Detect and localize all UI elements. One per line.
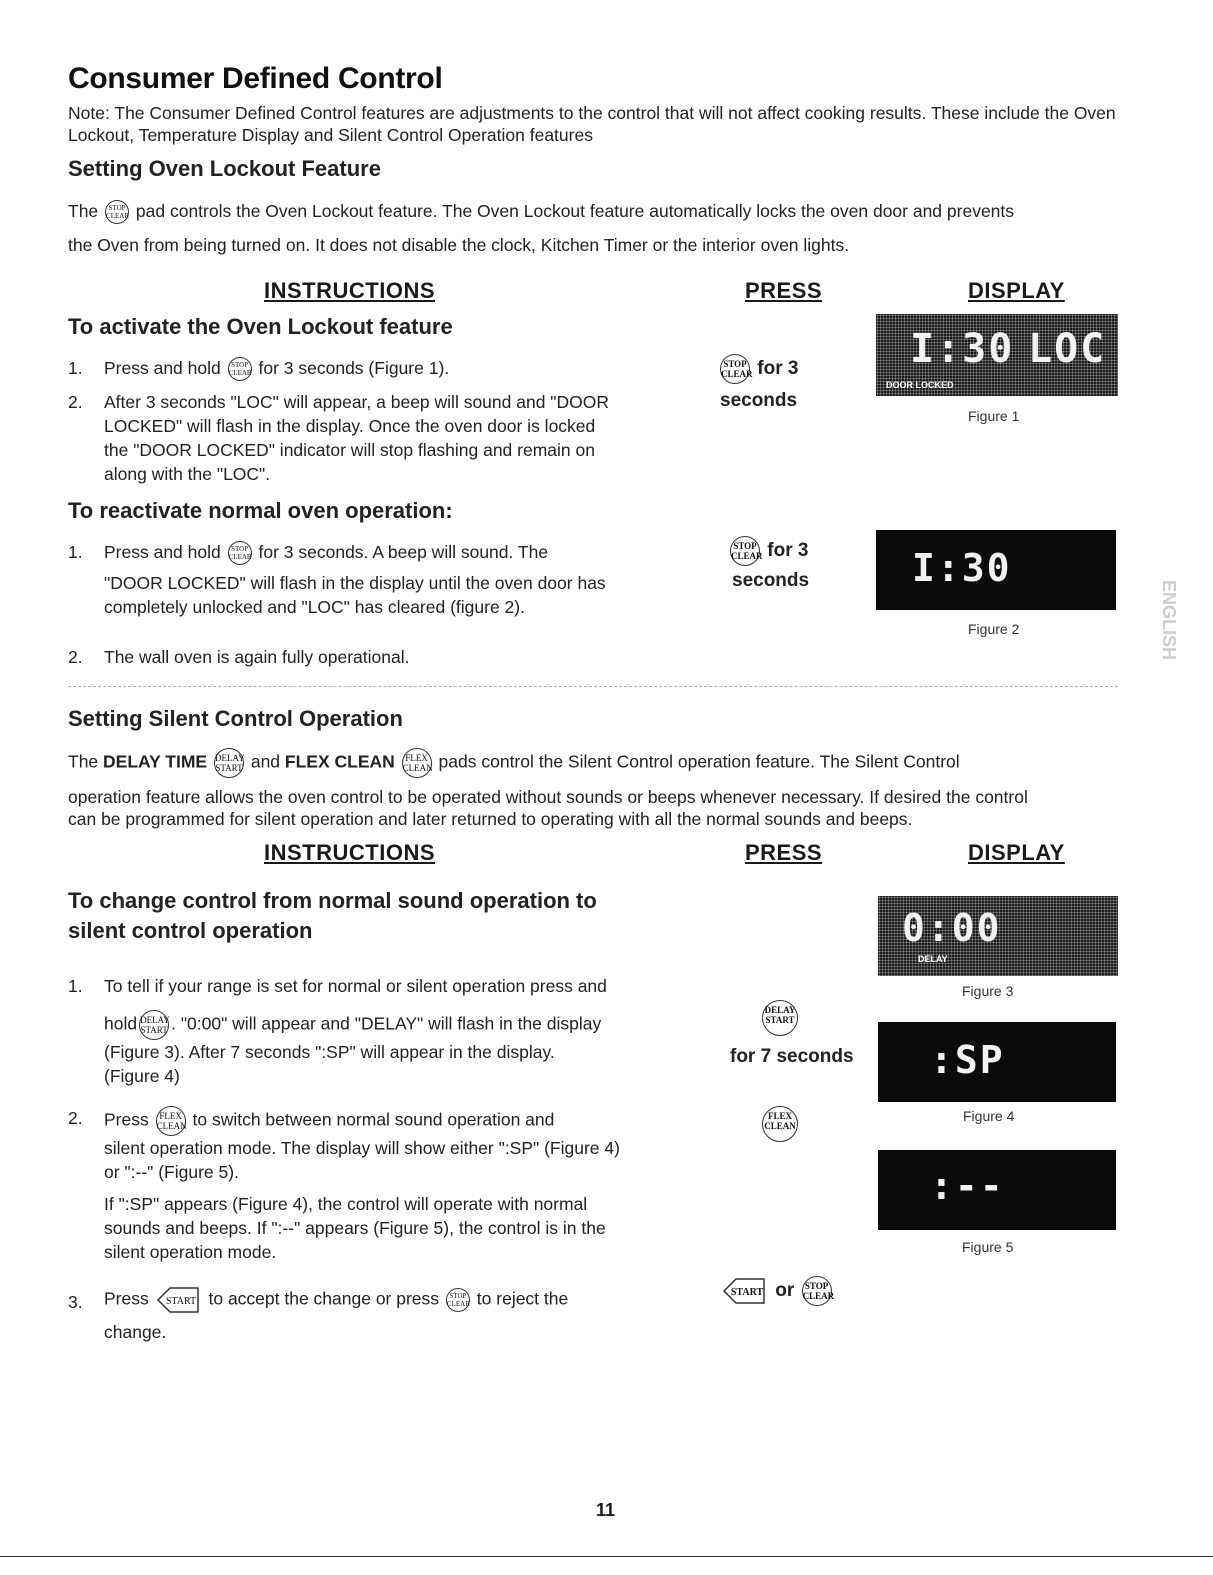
change-step-2: 2. Press FLEX CLEAN to switch between normal sound operation and silent operation mode. The display will show either ":SP" (Figure 4) or ":--" (Figure 5). If ":SP" appears (Figure 4), the control will operate with normal sounds and beeps. If ":--" appears (Figure 5), the control is in the silent operation mode. — [68, 1108, 620, 1262]
section-divider — [68, 686, 1118, 687]
stop-clear-key-icon: STOP CLEAR — [446, 1288, 470, 1312]
stop-clear-key-icon: STOP CLEAR — [802, 1276, 832, 1306]
change-press-delay-key — [760, 1000, 800, 1036]
lockout-intro-line2: the Oven from being turned on. It does not disable the clock, Kitchen Timer or the interior oven lights. — [68, 235, 850, 255]
delay-start-key-icon: DELAY START — [214, 748, 244, 778]
change-step-3: 3. Press START to accept the change or press STOP CLEAR to reject the change. — [68, 1286, 688, 1356]
reactivate-heading: To reactivate normal oven operation: — [68, 498, 453, 523]
lockout-intro: The STOP CLEAR pad controls the Oven Lockout feature. The Oven Lockout feature automatically locks the oven door and prevents — [68, 200, 1168, 224]
page-title: Consumer Defined Control — [68, 62, 443, 95]
figure-1-caption: Figure 1 — [968, 408, 1020, 424]
figure-1-door-locked: DOOR LOCKED — [886, 380, 954, 390]
change-step-1: 1. To tell if your range is set for normal or silent operation press and hold DELAY START . "0:00" will appear and "DELAY" will flash in the display (Figure 3). After 7 seconds ":SP" will appear in the display. (Figure 4) — [68, 976, 607, 1086]
stop-clear-key-icon: STOP CLEAR — [105, 200, 129, 224]
figure-3-display — [878, 896, 1118, 976]
svg-text:START: START — [165, 1296, 196, 1307]
footer-rule — [0, 1556, 1213, 1557]
start-key-icon — [722, 1277, 768, 1305]
intro-note: Note: The Consumer Defined Control features are adjustments to the control that will not affect cooking results. These include the Oven Lockout, Temperature Display and Silent Control Operation features — [68, 103, 1116, 145]
activate-step-2: 2. After 3 seconds "LOC" will appear, a beep will sound and "DOOR LOCKED" will flash in the display. Once the oven door is locked the "DOOR LOCKED" indicator will stop flashing and remain on along with the "LOC". — [68, 392, 610, 484]
column-header-instructions: INSTRUCTIONS — [264, 278, 435, 303]
delay-start-key-icon: DELAY START — [139, 1010, 169, 1040]
figure-4-caption: Figure 4 — [963, 1108, 1015, 1124]
figure-2-caption: Figure 2 — [968, 621, 1020, 637]
column-header-press-2: PRESS — [745, 840, 823, 865]
page-number: 11 — [596, 1500, 616, 1520]
change-heading-line1: To change control from normal sound operation to — [68, 888, 597, 913]
flex-clean-key-icon: FLEX CLEAN — [402, 748, 432, 778]
stop-clear-key-icon: STOP CLEAR — [228, 357, 252, 381]
column-header-display: DISPLAY — [968, 278, 1065, 303]
silent-intro-line2: operation feature allows the oven control to be operated without sounds or beeps whenever necessary. If desired the control — [68, 787, 1028, 807]
svg-text:START: START — [730, 1287, 764, 1298]
reactivate-press-seconds: seconds — [732, 570, 810, 591]
stop-clear-key-icon: STOP CLEAR — [228, 541, 252, 565]
activate-press-instruction: STOP CLEAR for 3 — [718, 354, 798, 384]
flex-clean-key-icon: FLEX CLEAN — [156, 1106, 186, 1136]
figure-5-caption: Figure 5 — [962, 1239, 1014, 1255]
figure-3-caption: Figure 3 — [962, 983, 1014, 999]
column-header-press: PRESS — [745, 278, 823, 303]
stop-clear-key-icon: STOP CLEAR — [730, 536, 760, 566]
change-press-seven-seconds: for 7 seconds — [730, 1046, 854, 1067]
figure-5-display — [878, 1150, 1116, 1230]
side-tab-language: ENGLISH — [1159, 580, 1179, 661]
silent-intro: The DELAY TIME DELAY START and FLEX CLEAN FLEX CLEAN pads control the Silent Control operation feature. The Silent Control — [68, 748, 1168, 778]
figure-5-value: :-- — [930, 1164, 1005, 1208]
flex-clean-key-icon: FLEX CLEAN — [762, 1106, 798, 1142]
figure-3-delay-indicator: DELAY — [918, 954, 948, 964]
reactivate-step-1: 1. Press and hold STOP CLEAR for 3 seconds. A beep will sound. The "DOOR LOCKED" will flash in the display until the oven door has completely unlocked and "LOC" has cleared (figure 2). — [68, 542, 606, 618]
change-press-start-or-stop: START or STOP CLEAR — [720, 1276, 834, 1306]
silent-intro-line3: can be programmed for silent operation and later returned to operating with all the normal sounds and beeps. — [68, 809, 913, 829]
figure-4-value: :SP — [930, 1038, 1005, 1082]
stop-clear-key-icon: STOP CLEAR — [720, 354, 750, 384]
column-header-display-2: DISPLAY — [968, 840, 1065, 865]
lockout-heading: Setting Oven Lockout Feature — [68, 156, 381, 181]
delay-start-key-icon: DELAY START — [762, 1000, 798, 1036]
figure-3-value: 0:00 — [902, 906, 1002, 950]
figure-1-display — [876, 314, 1118, 396]
change-heading-line2: silent control operation — [68, 918, 313, 943]
figure-1-time: I:30 — [910, 326, 1015, 372]
figure-1-loc: LOC — [1028, 326, 1107, 372]
silent-heading: Setting Silent Control Operation — [68, 706, 403, 731]
change-press-flex-key — [760, 1106, 800, 1142]
figure-2-time: I:30 — [912, 546, 1012, 590]
start-key-icon — [156, 1286, 202, 1314]
reactivate-press-instruction: STOP CLEAR for 3 — [728, 536, 808, 566]
figure-2-display — [876, 530, 1116, 610]
activate-heading: To activate the Oven Lockout feature — [68, 314, 453, 339]
column-header-instructions-2: INSTRUCTIONS — [264, 840, 435, 865]
figure-4-display — [878, 1022, 1116, 1102]
activate-press-seconds: seconds — [720, 390, 798, 411]
